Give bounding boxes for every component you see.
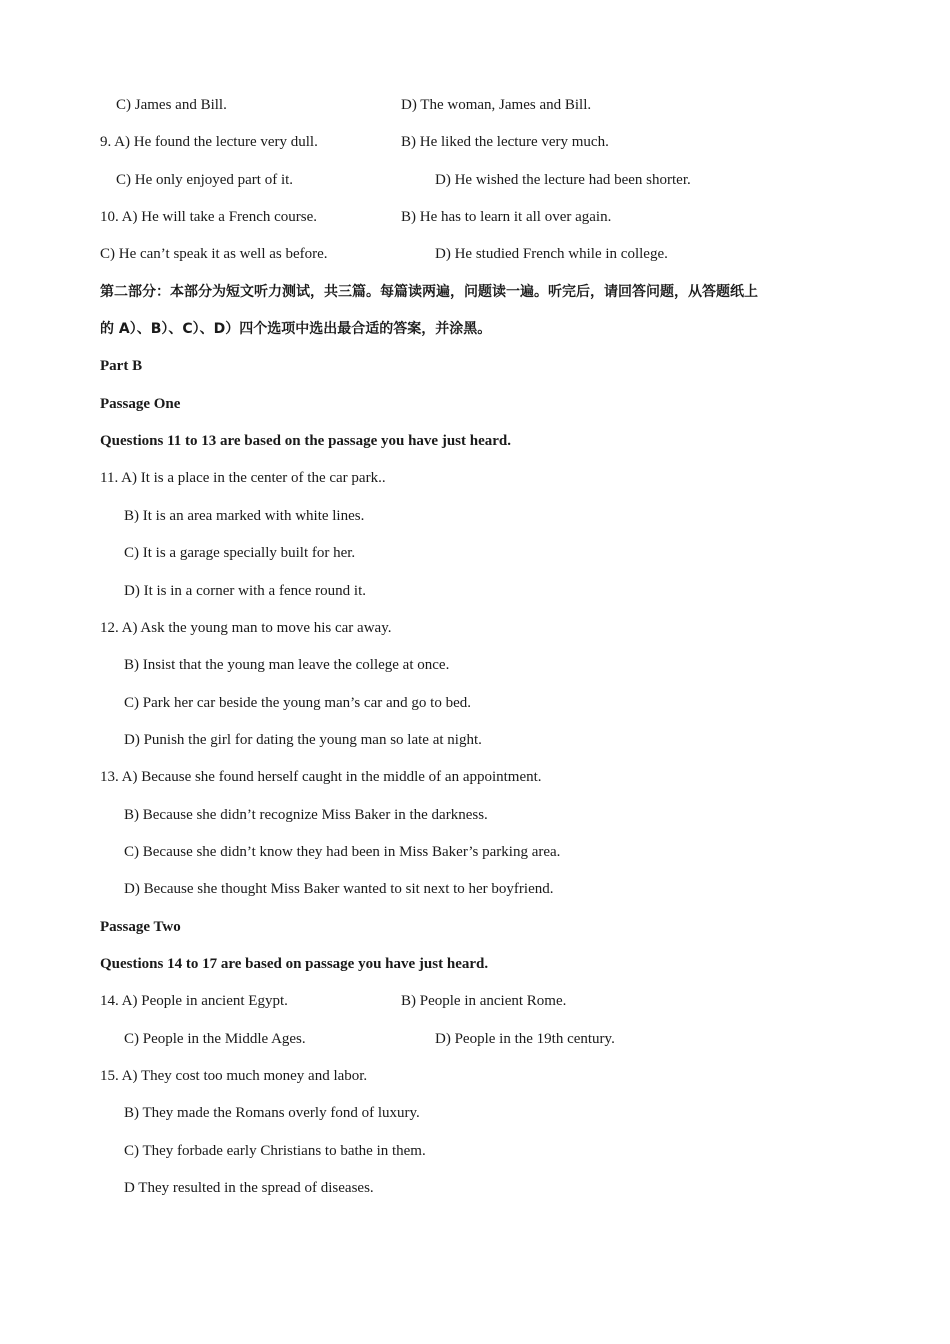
part-b-heading: Part B bbox=[100, 358, 143, 374]
q15-option-d: D They resulted in the spread of diseases. bbox=[124, 1180, 374, 1196]
q13-option-a: 13. A) Because she found herself caught in the middle of an appointment. bbox=[100, 769, 542, 785]
q10-option-a: 10. A) He will take a French course. bbox=[100, 209, 318, 225]
q14-option-d: D) People in the 19th century. bbox=[435, 1031, 615, 1047]
passage-two-intro: Questions 14 to 17 are based on passage you have just heard. bbox=[100, 956, 489, 972]
q12-option-d: D) Punish the girl for dating the young man so late at night. bbox=[124, 732, 482, 748]
q14-option-c: C) People in the Middle Ages. bbox=[124, 1031, 306, 1047]
passage-one-title: Passage One bbox=[100, 396, 181, 412]
q10-option-b: B) He has to learn it all over again. bbox=[401, 209, 612, 225]
passage-two-title: Passage Two bbox=[100, 919, 181, 935]
instructions-line-1: 第二部分：本部分为短文听力测试，共三篇。每篇读两遍，问题读一遍。听完后，请回答问题，从答题纸上 bbox=[100, 284, 758, 300]
q14-option-b: B) People in ancient Rome. bbox=[401, 993, 567, 1009]
q11-option-a: 11. A) It is a place in the center of the car park.. bbox=[100, 470, 386, 486]
q15-option-c: C) They forbade early Christians to bathe in them. bbox=[124, 1143, 426, 1159]
q14-option-a: 14. A) People in ancient Egypt. bbox=[100, 993, 288, 1009]
q11-option-b: B) It is an area marked with white lines. bbox=[124, 508, 365, 524]
q10-option-c: C) He can’t speak it as well as before. bbox=[100, 246, 328, 262]
q13-option-b: B) Because she didn’t recognize Miss Baker in the darkness. bbox=[124, 807, 488, 823]
q12-option-a: 12. A) Ask the young man to move his car away. bbox=[100, 620, 392, 636]
q11-option-c: C) It is a garage specially built for her. bbox=[124, 545, 356, 561]
q15-option-b: B) They made the Romans overly fond of luxury. bbox=[124, 1105, 420, 1121]
q11-option-d: D) It is in a corner with a fence round it. bbox=[124, 583, 366, 599]
instructions-line-2: 的 A）、B）、C）、D）四个选项中选出最合适的答案，并涂黑。 bbox=[100, 321, 492, 337]
passage-one-intro: Questions 11 to 13 are based on the passage you have just heard. bbox=[100, 433, 512, 449]
q13-option-c: C) Because she didn’t know they had been in Miss Baker’s parking area. bbox=[124, 844, 561, 860]
q9-option-d: D) He wished the lecture had been shorter. bbox=[435, 172, 691, 188]
q9-option-a: 9. A) He found the lecture very dull. bbox=[100, 134, 318, 150]
q10-option-d: D) He studied French while in college. bbox=[435, 246, 668, 262]
q12-option-b: B) Insist that the young man leave the college at once. bbox=[124, 657, 450, 673]
q13-option-d: D) Because she thought Miss Baker wanted to sit next to her boyfriend. bbox=[124, 881, 554, 897]
q9-option-c: C) He only enjoyed part of it. bbox=[116, 172, 294, 188]
q9-option-b: B) He liked the lecture very much. bbox=[401, 134, 609, 150]
q12-option-c: C) Park her car beside the young man’s car and go to bed. bbox=[124, 695, 471, 711]
q8-option-d: D) The woman, James and Bill. bbox=[401, 97, 592, 113]
q8-option-c: C) James and Bill. bbox=[116, 97, 227, 113]
q15-option-a: 15. A) They cost too much money and labor. bbox=[100, 1068, 368, 1084]
